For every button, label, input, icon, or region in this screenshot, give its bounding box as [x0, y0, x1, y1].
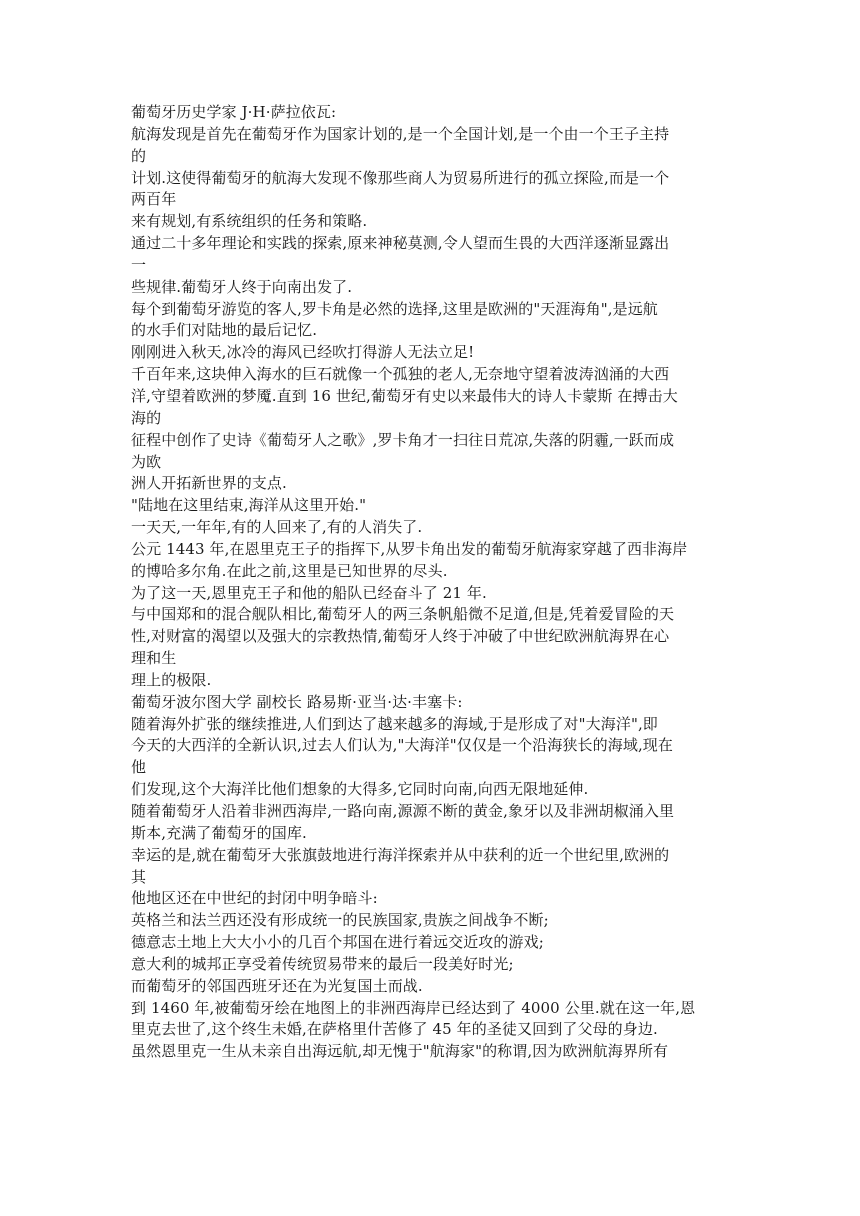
document-body [131, 102, 731, 1063]
text-line: 斯本,充满了葡萄牙的国库. [131, 823, 307, 842]
text-line: 到 1460 年,被葡萄牙绘在地图上的非洲西海岸已经达到了 4000 公里.就在这一年,恩 [131, 998, 696, 1017]
text-line: 德意志土地上大大小小的几百个邦国在进行着远交近攻的游戏; [131, 933, 544, 952]
text-line: 征程中创作了史诗《葡萄牙人之歌》,罗卡角才一扫往日荒凉,失落的阴霾,一跃而成 [131, 430, 675, 449]
text-line: 刚刚进入秋天,冰冷的海风已经吹打得游人无法立足! [131, 343, 475, 362]
text-line: 今天的大西洋的全新认识,过去人们认为,"大海洋"仅仅是一个沿海狭长的海域,现在 [131, 736, 674, 755]
text-line: 他 [131, 758, 147, 777]
text-line: 一 [131, 255, 147, 274]
text-line: 其 [131, 867, 147, 886]
text-line: 意大利的城邦正享受着传统贸易带来的最后一段美好时光; [131, 954, 514, 973]
text-line: 葡萄牙历史学家 J·H·萨拉依瓦: [131, 103, 337, 121]
text-line: 与中国郑和的混合舰队相比,葡萄牙人的两三条帆船微不足道,但是,凭着爱冒险的天 [131, 605, 675, 624]
text-line: 里克去世了,这个终生未婚,在萨格里什苦修了 45 年的圣徒又回到了父母的身边. [131, 1020, 658, 1039]
text-line: 一天天,一年年,有的人回来了,有的人消失了. [131, 518, 423, 537]
text-line: 幸运的是,就在葡萄牙大张旗鼓地进行海洋探索并从中获利的近一个世纪里,欧洲的 [131, 845, 670, 864]
text-line: 的 [131, 146, 147, 165]
text-line: 海的 [131, 408, 162, 427]
text-line: 虽然恩里克一生从未亲自出海远航,却无愧于"航海家"的称谓,因为欧洲航海界所有 [131, 1042, 669, 1061]
text-line: 的水手们对陆地的最后记忆. [131, 321, 318, 340]
text-line: 为了这一天,恩里克王子和他的船队已经奋斗了 21 年. [131, 583, 487, 602]
text-line: 他地区还在中世纪的封闭中明争暗斗: [131, 889, 378, 908]
text-line: 随着海外扩张的继续推进,人们到达了越来越多的海域,于是形成了对"大海洋",即 [131, 714, 658, 733]
text-line: 随着葡萄牙人沿着非洲西海岸,一路向南,源源不断的黄金,象牙以及非洲胡椒涌入里 [131, 802, 675, 820]
text-line: "陆地在这里结束,海洋从这里开始." [131, 496, 367, 515]
text-line: 两百年 [131, 190, 177, 209]
text-line: 计划.这使得葡萄牙的航海大发现不像那些商人为贸易所进行的孤立探险,而是一个 [131, 168, 670, 187]
text-line: 英格兰和法兰西还没有形成统一的民族国家,贵族之间战争不断; [131, 911, 549, 930]
text-line: 理和生 [131, 649, 177, 668]
text-line: 每个到葡萄牙游览的客人,罗卡角是必然的选择,这里是欧洲的"天涯海角",是远航 [131, 299, 658, 318]
text-line: 而葡萄牙的邻国西班牙还在为光复国土而战. [131, 976, 423, 995]
text-line: 千百年来,这块伸入海水的巨石就像一个孤独的老人,无奈地守望着波涛汹涌的大西 [131, 365, 670, 384]
text-line: 性,对财富的渴望以及强大的宗教热情,葡萄牙人终于冲破了中世纪欧洲航海界在心 [131, 627, 670, 646]
text-line: 通过二十多年理论和实践的探索,原来神秘莫测,令人望而生畏的大西洋逐渐显露出 [131, 234, 670, 253]
text-line: 些规律.葡萄牙人终于向南出发了. [131, 277, 353, 296]
text-line: 洋,守望着欧洲的梦魇.直到 16 世纪,葡萄牙有史以来最伟大的诗人卡蒙斯 在搏击大 [131, 386, 678, 405]
text-line: 洲人开拓新世界的支点. [131, 474, 287, 493]
text-line: 公元 1443 年,在恩里克王子的指挥下,从罗卡角出发的葡萄牙航海家穿越了西非海岸 [131, 539, 688, 558]
text-line: 航海发现是首先在葡萄牙作为国家计划的,是一个全国计划,是一个由一个王子主持 [131, 124, 670, 143]
text-line: 们发现,这个大海洋比他们想象的大得多,它同时向南,向西无限地延伸. [131, 780, 589, 799]
text-line: 为欧 [131, 452, 162, 471]
text-line: 葡萄牙波尔图大学 副校长 路易斯·亚当·达·丰塞卡: [131, 692, 463, 711]
text-line: 的博哈多尔角.在此之前,这里是已知世界的尽头. [131, 561, 448, 580]
text-line: 来有规划,有系统组织的任务和策略. [131, 212, 368, 231]
text-line: 理上的极限. [131, 670, 212, 689]
